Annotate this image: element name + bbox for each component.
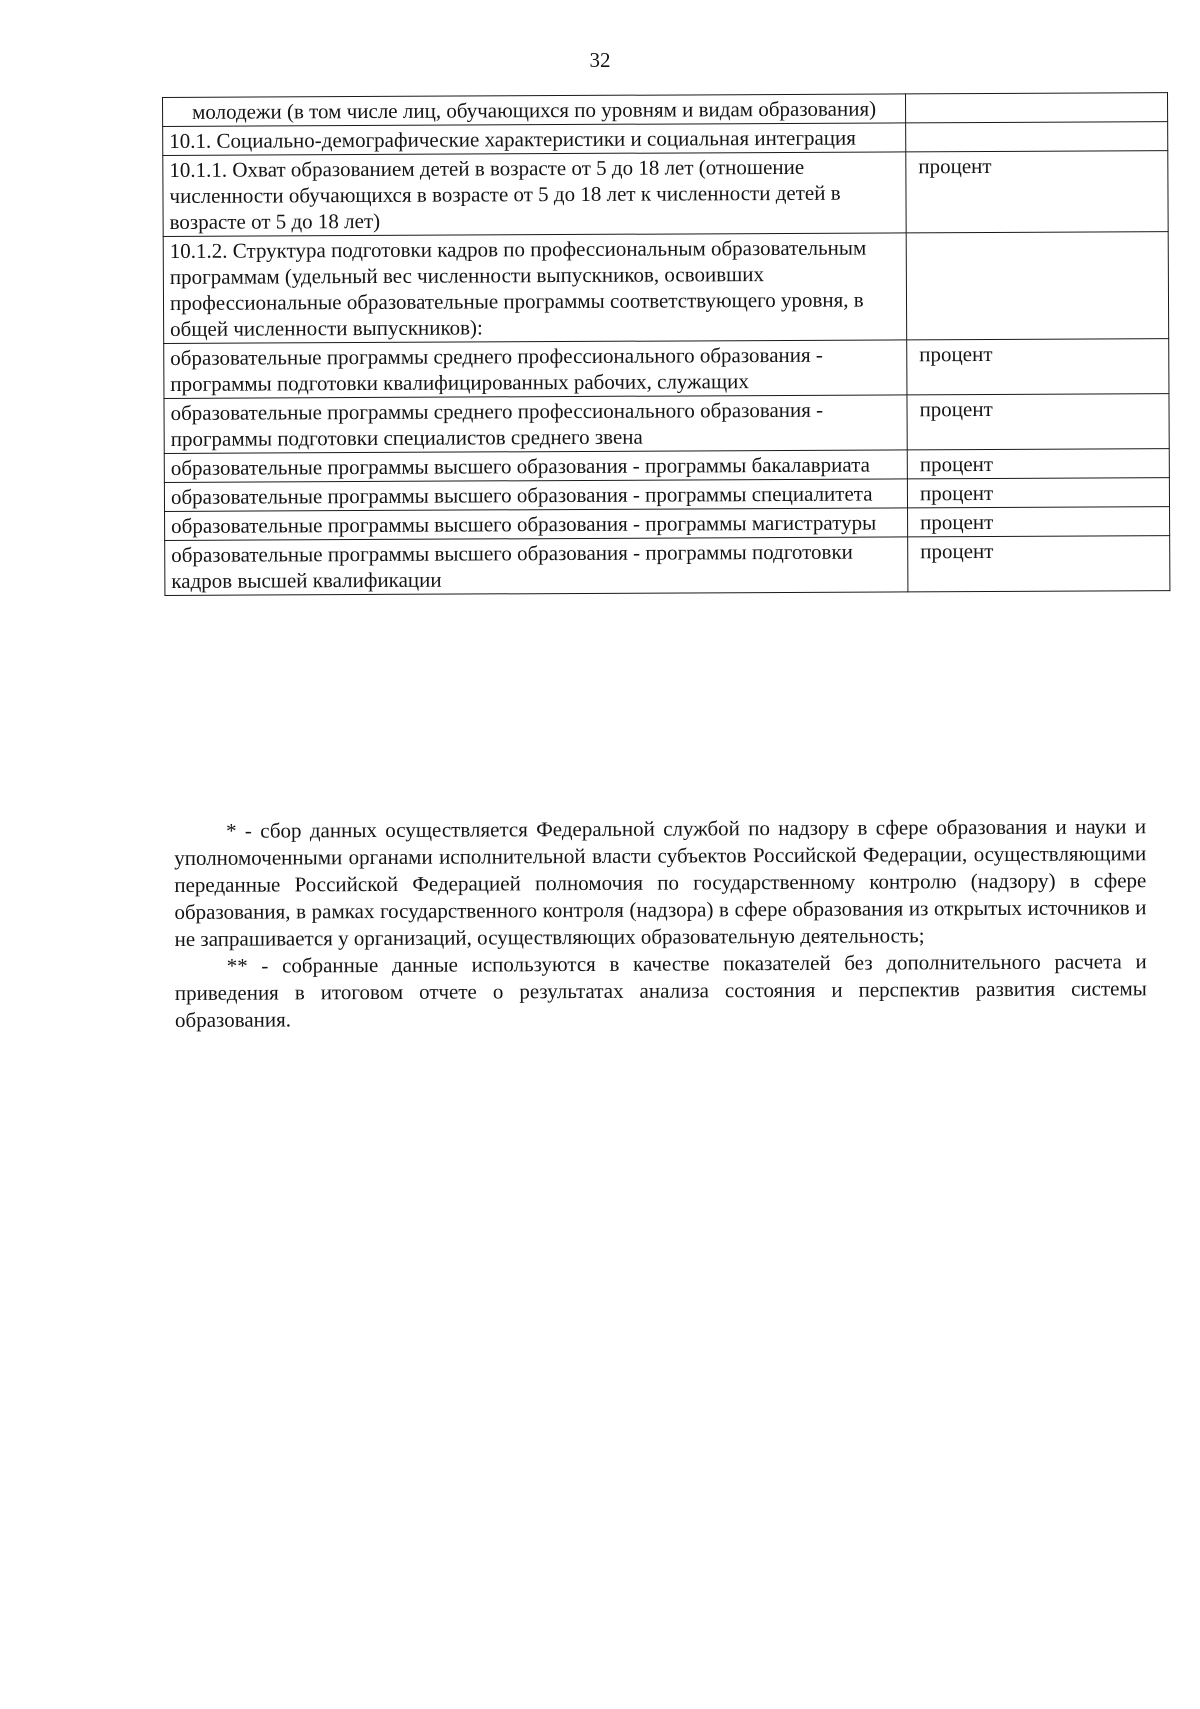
indicator-cell: образовательные программы высшего образования - программы специалитета — [164, 479, 907, 512]
unit-cell: процент — [908, 536, 1170, 592]
footnote-single-asterisk: * - сбор данных осуществляется Федеральной службой по надзору в сфере образования и науки и уполномоченными органами исполнительной власти субъектов Российской Федерации, осуществляющими переданные Российской Федерацией полномочия по государственному контролю (надзору) в сфере образования, в рамках государственного контроля (надзора) в сфере образования из открытых источников и не запрашивается у организаций, осуществляющих образовательную деятельность; — [174, 814, 1147, 951]
indicator-cell: образовательные программы среднего профессионального образования - программы подготовки квалифицированных рабочих, служащих — [164, 340, 907, 399]
indicator-cell: образовательные программы высшего образования - программы подготовки кадров высшей квалификации — [165, 537, 908, 596]
indicators-table — [162, 92, 1170, 596]
indicator-cell: молодежи (в том числе лиц, обучающихся по уровням и видам образования) — [163, 94, 906, 127]
footnotes — [174, 813, 1147, 1034]
table-row — [165, 536, 1170, 596]
footnote-double-asterisk: ** - собранные данные используются в качестве показателей без дополнительного расчета и приведения в итоговом отчете о результатах анализа состояния и перспектив развития системы образования. — [174, 949, 1147, 1032]
unit-cell — [906, 232, 1169, 340]
unit-cell: процент — [907, 449, 1169, 479]
unit-cell: процент — [907, 394, 1169, 450]
page-number: 32 — [589, 48, 611, 72]
table-row — [163, 151, 1168, 237]
table-row — [163, 232, 1169, 344]
unit-cell — [905, 93, 1167, 123]
indicator-cell: образовательные программы высшего образования - программы бакалавриата — [164, 450, 907, 483]
indicator-cell: образовательные программы среднего профессионального образования - программы подготовки специалистов среднего звена — [164, 395, 907, 454]
unit-cell: процент — [907, 339, 1169, 395]
indicator-cell: 10.1.1. Охват образованием детей в возрасте от 5 до 18 лет (отношение численности обучающихся в возрасте от 5 до 18 лет к численности детей в возрасте от 5 до 18 лет) — [163, 152, 906, 237]
unit-cell: процент — [908, 507, 1170, 537]
unit-cell: процент — [906, 151, 1168, 233]
indicator-cell: 10.1. Социально-демографические характеристики и социальная интеграция — [163, 123, 906, 156]
indicator-cell: 10.1.2. Структура подготовки кадров по профессиональным образовательным программам (удельный вес численности выпускников, освоивших профессиональные образовательные программы соответствующего уровня, в общей численности выпускников): — [163, 233, 907, 344]
unit-cell — [906, 122, 1168, 152]
indicator-cell: образовательные программы высшего образования - программы магистратуры — [165, 508, 908, 541]
unit-cell: процент — [907, 478, 1169, 508]
table-row — [164, 394, 1169, 454]
table-row — [164, 339, 1169, 399]
